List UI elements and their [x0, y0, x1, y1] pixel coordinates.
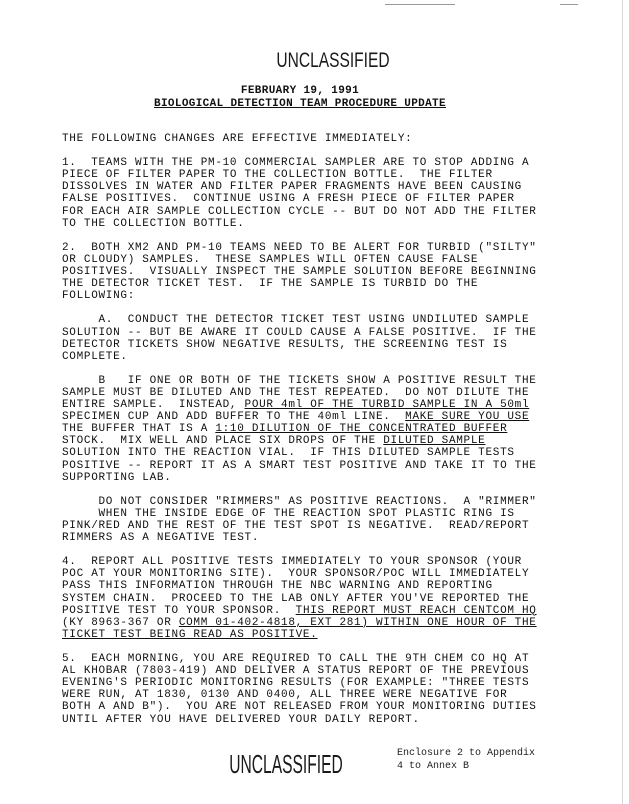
text-line: COMPLETE. — [62, 350, 128, 363]
text-line: POC AT YOUR MONITORING SITE). YOUR SPONSOR/POC WILL IMMEDIATELY — [62, 568, 530, 581]
text-line: BOTH A AND B"). YOU ARE NOT RELEASED FROM YOUR MONITORING DUTIES — [62, 701, 537, 714]
paragraph — [62, 653, 537, 726]
text-line: SYSTEM CHAIN. PROCEED TO THE LAB ONLY AFTER YOU'VE REPORTED THE — [62, 592, 530, 605]
underlined-text: 1:10 DILUTION OF THE CONCENTRATED BUFFER — [215, 423, 508, 436]
enclosure-line: Enclosure 2 to Appendix — [397, 748, 536, 759]
paragraph-gap — [62, 363, 537, 375]
underlined-text: TICKET TEST BEING READ AS POSITIVE. — [62, 628, 318, 641]
text-line: FALSE POSITIVES. CONTINUE USING A FRESH PIECE OF FILTER PAPER — [62, 193, 515, 206]
page-edge — [622, 0, 623, 804]
text-segment: (KY 8963-367 OR — [62, 616, 179, 629]
text-line — [62, 411, 537, 423]
paragraph — [62, 556, 537, 641]
text-line: POSITIVES. VISUALLY INSPECT THE SAMPLE SOLUTION BEFORE BEGINNING — [62, 266, 537, 279]
scan-mark — [385, 4, 455, 5]
text-segment: SPECIMEN CUP AND ADD BUFFER TO THE 40ml LINE. — [62, 411, 406, 424]
underlined-text: DILUTED SAMPLE — [383, 435, 486, 448]
text-line: 4. REPORT ALL POSITIVE TESTS IMMEDIATELY TO YOUR SPONSOR (YOUR — [62, 556, 522, 569]
text-line: 1. TEAMS WITH THE PM-10 COMMERCIAL SAMPLER ARE TO STOP ADDING A — [62, 157, 530, 170]
document-title: BIOLOGICAL DETECTION TEAM PROCEDURE UPDATE — [154, 98, 446, 110]
enclosure-line: 4 to Annex B — [397, 761, 470, 772]
document-body — [62, 133, 537, 726]
text-segment: ENTIRE SAMPLE. INSTEAD, — [62, 399, 245, 412]
text-line: POSITIVE -- REPORT IT AS A SMART TEST POSITIVE AND TAKE IT TO THE — [62, 459, 537, 472]
text-line: WHEN THE INSIDE EDGE OF THE REACTION SPOT PLASTIC RING IS — [62, 507, 515, 520]
underlined-text: POUR 4ml OF THE TURBID SAMPLE IN A 50ml — [244, 399, 530, 412]
paragraph-gap — [62, 484, 537, 496]
paragraph-gap — [62, 544, 537, 556]
paragraph-gap — [62, 145, 537, 157]
paragraph-gap — [62, 641, 537, 653]
classification-stamp-bottom: UNCLASSIFIED — [229, 749, 343, 779]
text-line: UNTIL AFTER YOU HAVE DELIVERED YOUR DAILY REPORT. — [62, 713, 420, 726]
text-line: DETECTOR TICKETS SHOW NEGATIVE RESULTS, THE SCREENING TEST IS — [62, 338, 508, 351]
text-line: FOR EACH AIR SAMPLE COLLECTION CYCLE -- BUT DO NOT ADD THE FILTER — [62, 205, 537, 218]
underlined-text: THIS REPORT MUST REACH CENTCOM HQ — [295, 604, 537, 617]
text-segment: THE BUFFER THAT IS A — [62, 423, 216, 436]
text-line: EVENING'S PERIODIC MONITORING RESULTS (FOR EXAMPLE: "THREE TESTS — [62, 677, 530, 690]
text-line — [62, 399, 537, 411]
text-line: WERE RUN, AT 1830, 0130 AND 0400, ALL THREE WERE NEGATIVE FOR — [62, 689, 508, 702]
underlined-text: COMM 01-402-4818, EXT 281) WITHIN ONE HOUR OF THE — [178, 616, 537, 629]
document-date: FEBRUARY 19, 1991 — [240, 85, 360, 97]
text-line: SOLUTION INTO THE REACTION VIAL. IF THIS DILUTED SAMPLE TESTS — [62, 447, 515, 460]
paragraph-gap — [62, 302, 537, 314]
paragraph — [62, 157, 537, 230]
scan-mark — [560, 4, 578, 5]
text-line: 5. EACH MORNING, YOU ARE REQUIRED TO CALL THE 9TH CHEM CO HQ AT — [62, 653, 530, 666]
text-line: DO NOT CONSIDER "RIMMERS" AS POSITIVE REACTIONS. A "RIMMER" — [62, 495, 537, 508]
text-line: OR CLOUDY) SAMPLES. THESE SAMPLES WILL OFTEN CAUSE FALSE — [62, 253, 479, 266]
text-line: RIMMERS AS A NEGATIVE TEST. — [62, 532, 260, 545]
text-line — [62, 435, 537, 447]
underlined-text: MAKE SURE YOU USE — [405, 411, 530, 424]
text-line: SOLUTION -- BUT BE AWARE IT COULD CAUSE A FALSE POSITIVE. IF THE — [62, 326, 537, 339]
text-line: SUPPORTING LAB. — [62, 471, 172, 484]
text-line — [62, 423, 537, 435]
intro-paragraph — [62, 133, 537, 145]
paragraph-gap — [62, 230, 537, 242]
text-line — [62, 629, 537, 641]
classification-stamp-top: UNCLASSIFIED — [276, 49, 390, 72]
paragraph — [62, 242, 537, 302]
enclosure-note — [397, 747, 535, 773]
text-line: A. CONDUCT THE DETECTOR TICKET TEST USING UNDILUTED SAMPLE — [62, 314, 530, 327]
text-line: PASS THIS INFORMATION THROUGH THE NBC WARNING AND REPORTING — [62, 580, 493, 593]
text-segment: POSITIVE TEST TO YOUR SPONSOR. — [62, 604, 296, 617]
paragraph — [62, 375, 537, 484]
text-line: PINK/RED AND THE REST OF THE TEST SPOT IS NEGATIVE. READ/REPORT — [62, 520, 530, 532]
text-line: THE DETECTOR TICKET TEST. IF THE SAMPLE IS TURBID DO THE — [62, 278, 479, 291]
paragraph — [62, 496, 537, 544]
text-line: AL KHOBAR (7803-419) AND DELIVER A STATUS REPORT OF THE PREVIOUS — [62, 665, 530, 678]
text-line: THE FOLLOWING CHANGES ARE EFFECTIVE IMMEDIATELY: — [62, 133, 413, 145]
text-line: SAMPLE MUST BE DILUTED AND THE TEST REPEATED. DO NOT DILUTE THE — [62, 386, 530, 399]
text-line: B IF ONE OR BOTH OF THE TICKETS SHOW A POSITIVE RESULT THE — [62, 374, 537, 387]
text-segment: STOCK. MIX WELL AND PLACE SIX DROPS OF THE — [62, 435, 384, 448]
text-line: DISSOLVES IN WATER AND FILTER PAPER FRAGMENTS HAVE BEEN CAUSING — [62, 181, 522, 194]
text-line: PIECE OF FILTER PAPER TO THE COLLECTION BOTTLE. THE FILTER — [62, 169, 493, 182]
paragraph — [62, 314, 537, 362]
text-line: 2. BOTH XM2 AND PM-10 TEAMS NEED TO BE ALERT FOR TURBID ("SILTY" — [62, 241, 537, 254]
text-line: TO THE COLLECTION BOTTLE. — [62, 217, 245, 230]
text-line: FOLLOWING: — [62, 290, 136, 303]
text-line — [62, 617, 537, 629]
text-line — [62, 605, 537, 617]
